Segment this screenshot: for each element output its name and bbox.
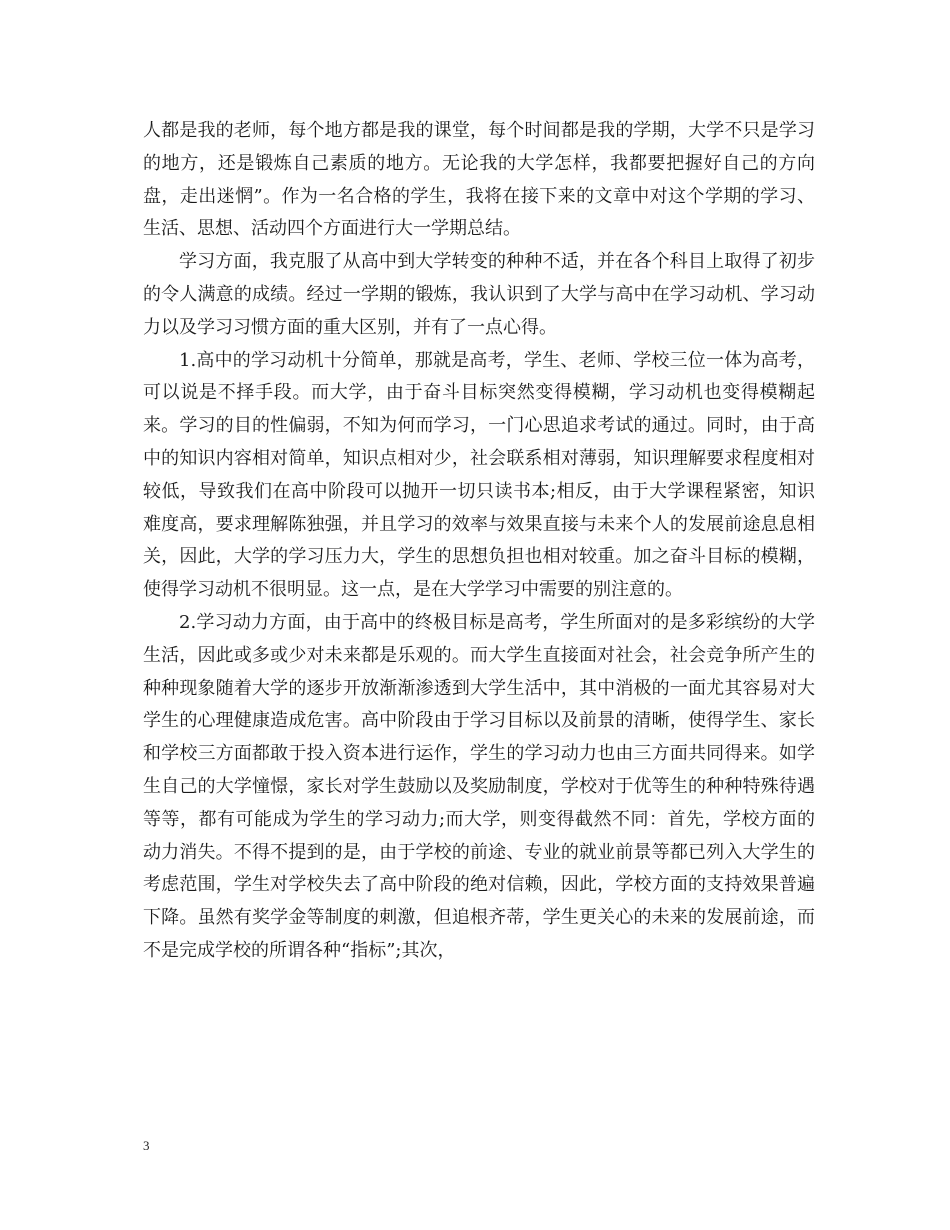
paragraph: 学习方面，我克服了从高中到大学转变的种种不适，并在各个科目上取得了初步的令人满意的成绩。经过一学期的锻炼，我认识到了大学与高中在学习动机、学习动力以及学习习惯方面的重大区别，并有了一点心得。 (143, 251, 815, 338)
page-number: 3 (143, 1138, 150, 1153)
paragraph: 2.学习动力方面，由于高中的终极目标是高考，学生所面对的是多彩缤纷的大学生活，因此或多或少对未来都是乐观的。而大学生直接面对社会，社会竞争所产生的种种现象随着大学的逐步开放渐渐渗透到大学生活中，其中消极的一面尤其容易对大学生的心理健康造成危害。高中阶段由于学习目标以及前景的清晰，使得学生、家长和学校三方面都敢于投入资本进行运作，学生的学习动力也由三方面共同得来。如学生自己的大学憧憬，家长对学生鼓励以及奖励制度，学校对于优等生的种种特殊待遇等等，都有可能成为学生的学习动力;而大学，则变得截然不同：首先，学校方面的动力消失。不得不提到的是，由于学校的前途、专业的就业前景等都已列入大学生的考虑范围，学生对学校失去了高中阶段的绝对信赖，因此，学校方面的支持效果普遍下降。虽然有奖学金等制度的刺激，但追根齐蒂，学生更关心的未来的发展前途，而不是完成学校的所谓各种“指标”;其次， (143, 611, 815, 961)
page-body (143, 115, 815, 968)
paragraph: 人都是我的老师，每个地方都是我的课堂，每个时间都是我的学期，大学不只是学习的地方，还是锻炼自己素质的地方。无论我的大学怎样，我都要把握好自己的方向盘，走出迷惘”。作为一名合格的学生，我将在接下来的文章中对这个学期的学习、生活、思想、活动四个方面进行大一学期总结。 (143, 120, 815, 240)
paragraph: 1.高中的学习动机十分简单，那就是高考，学生、老师、学校三位一体为高考，可以说是不择手段。而大学，由于奋斗目标突然变得模糊，学习动机也变得模糊起来。学习的目的性偏弱，不知为何而学习，一门心思追求考试的通过。同时，由于高中的知识内容相对简单，知识点相对少，社会联系相对薄弱，知识理解要求程度相对较低，导致我们在高中阶段可以抛开一切只读书本;相反，由于大学课程紧密，知识难度高，要求理解陈独强，并且学习的效率与效果直接与未来个人的发展前途息息相关，因此，大学的学习压力大，学生的思想负担也相对较重。加之奋斗目标的模糊，使得学习动机不很明显。这一点，是在大学学习中需要的别注意的。 (143, 349, 815, 601)
